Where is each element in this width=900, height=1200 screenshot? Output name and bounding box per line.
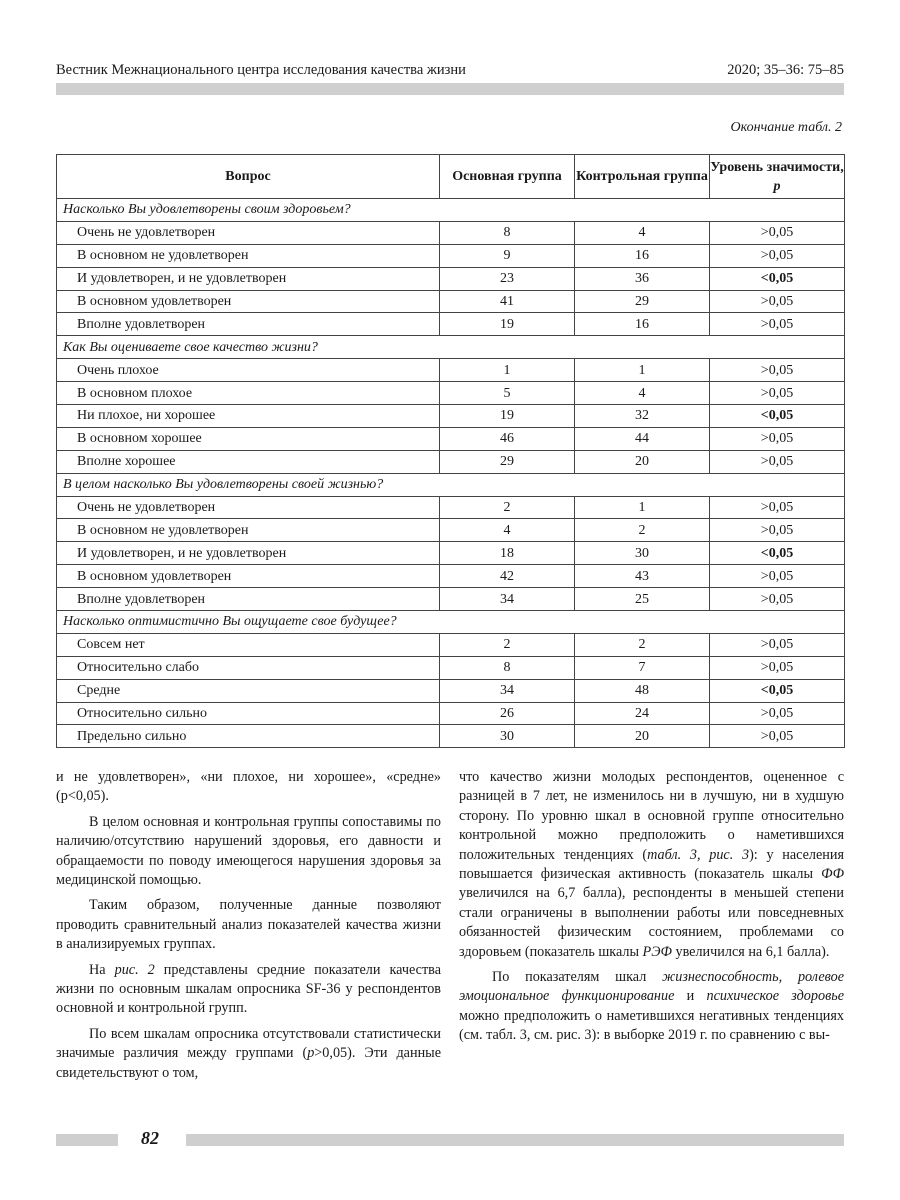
section-row (57, 336, 845, 359)
table-row (57, 496, 845, 519)
main-group-value: 30 (440, 725, 575, 748)
significance-value: >0,05 (710, 244, 845, 267)
significance-value: >0,05 (710, 725, 845, 748)
page-number: 82 (141, 1128, 159, 1148)
answer-label: Совсем нет (57, 633, 440, 656)
answer-label: Ни плохое, ни хорошее (57, 405, 440, 428)
control-group-value: 43 (575, 565, 710, 588)
paragraph: что качество жизни молодых респондентов, оцененное с разницей в 7 лет, не изменилось ни в лучшую, ни в худшую сторону. По уровню шкал в основной группе относительно контрольной можно предположить о наметившихся положительных тенденциях (табл. 3, рис. 3): у населения повышается физическая активность (показатель шкалы ФФ увеличился на 6,7 балла), респонденты в меньшей степени стали ограничены в выполнении работы или повседневных обязанностей физическим состоянием, проблемами со здоровьем (показатель шкалы РЭФ увеличился на 6,1 балла). (459, 769, 845, 960)
main-group-value: 5 (440, 382, 575, 405)
section-title: В целом насколько Вы удовлетворены своей жизнью? (57, 473, 845, 496)
table-row (57, 588, 845, 611)
significance-value: >0,05 (710, 382, 845, 405)
header-rule (56, 83, 844, 95)
paragraph: и не удовлетворен», «ни плохое, ни хорошее», «средне» (p<0,05). (56, 769, 441, 805)
answer-label: В основном удовлетворен (57, 565, 440, 588)
table-row (57, 519, 845, 542)
section-title: Насколько Вы удовлетворены своим здоровьем? (57, 199, 845, 222)
main-group-value: 23 (440, 267, 575, 290)
section-title: Насколько оптимистично Вы ощущаете свое будущее? (57, 611, 845, 634)
main-group-value: 2 (440, 496, 575, 519)
left-column (56, 768, 441, 1083)
main-group-value: 41 (440, 290, 575, 313)
significance-value: <0,05 (710, 405, 845, 428)
main-group-value: 8 (440, 221, 575, 244)
main-group-value: 2 (440, 633, 575, 656)
table-row (57, 656, 845, 679)
section-row (57, 611, 845, 634)
answer-label: Предельно сильно (57, 725, 440, 748)
control-group-value: 4 (575, 221, 710, 244)
footer-rule-left (56, 1134, 118, 1146)
answer-label: И удовлетворен, и не удовлетворен (57, 267, 440, 290)
significance-value: <0,05 (710, 267, 845, 290)
answer-label: Относительно сильно (57, 702, 440, 725)
table-row (57, 267, 845, 290)
table-row (57, 244, 845, 267)
table-row (57, 450, 845, 473)
table-row (57, 359, 845, 382)
journal-title: Вестник Межнационального центра исследования качества жизни (56, 62, 466, 78)
significance-value: >0,05 (710, 633, 845, 656)
control-group-value: 32 (575, 405, 710, 428)
answer-label: Вполне удовлетворен (57, 313, 440, 336)
significance-value: >0,05 (710, 519, 845, 542)
results-table (56, 154, 845, 748)
main-group-value: 46 (440, 427, 575, 450)
control-group-value: 48 (575, 679, 710, 702)
header-significance (710, 155, 845, 199)
table-row (57, 542, 845, 565)
control-group-value: 25 (575, 588, 710, 611)
significance-value: <0,05 (710, 542, 845, 565)
main-group-value: 34 (440, 588, 575, 611)
answer-label: Относительно слабо (57, 656, 440, 679)
paragraph: В целом основная и контрольная группы сопоставимы по наличию/отсутствию нарушений здоровья, его давности и обращаемости по поводу имеющегося нарушения здоровья за медицинской помощью. (56, 813, 441, 889)
table-row (57, 633, 845, 656)
control-group-value: 20 (575, 450, 710, 473)
table-row (57, 221, 845, 244)
table-caption: Окончание табл. 2 (730, 120, 842, 135)
answer-label: Очень не удовлетворен (57, 496, 440, 519)
answer-label: В основном хорошее (57, 427, 440, 450)
section-row (57, 199, 845, 222)
control-group-value: 44 (575, 427, 710, 450)
control-group-value: 30 (575, 542, 710, 565)
main-group-value: 9 (440, 244, 575, 267)
main-group-value: 18 (440, 542, 575, 565)
section-title: Как Вы оцениваете свое качество жизни? (57, 336, 845, 359)
control-group-value: 4 (575, 382, 710, 405)
significance-value: >0,05 (710, 359, 845, 382)
running-header (56, 62, 844, 82)
answer-label: В основном удовлетворен (57, 290, 440, 313)
control-group-value: 16 (575, 244, 710, 267)
significance-value: >0,05 (710, 588, 845, 611)
significance-value: >0,05 (710, 656, 845, 679)
control-group-value: 2 (575, 519, 710, 542)
answer-label: Очень плохое (57, 359, 440, 382)
answer-label: Вполне удовлетворен (57, 588, 440, 611)
main-group-value: 42 (440, 565, 575, 588)
answer-label: Вполне хорошее (57, 450, 440, 473)
answer-label: В основном не удовлетворен (57, 519, 440, 542)
page-footer (56, 1128, 844, 1152)
header-question: Вопрос (57, 155, 440, 199)
table-row (57, 725, 845, 748)
table-row (57, 702, 845, 725)
significance-value: >0,05 (710, 290, 845, 313)
significance-value: >0,05 (710, 565, 845, 588)
answer-label: В основном не удовлетворен (57, 244, 440, 267)
control-group-value: 36 (575, 267, 710, 290)
significance-value: >0,05 (710, 221, 845, 244)
table-row (57, 427, 845, 450)
main-group-value: 4 (440, 519, 575, 542)
significance-value: >0,05 (710, 496, 845, 519)
table-row (57, 382, 845, 405)
control-group-value: 20 (575, 725, 710, 748)
header-control-group: Контрольная группа (575, 155, 710, 199)
table-row (57, 405, 845, 428)
significance-value: >0,05 (710, 450, 845, 473)
control-group-value: 2 (575, 633, 710, 656)
control-group-value: 24 (575, 702, 710, 725)
table-row (57, 565, 845, 588)
answer-label: Средне (57, 679, 440, 702)
table-row (57, 313, 845, 336)
header-significance-label: Уровень значимости, p (710, 159, 844, 194)
main-group-value: 26 (440, 702, 575, 725)
main-group-value: 19 (440, 405, 575, 428)
main-group-value: 29 (440, 450, 575, 473)
paragraph: На рис. 2 представлены средние показатели качества жизни по основным шкалам опросника SF-36 у респондентов основной и контрольной групп. (56, 961, 441, 1017)
significance-value: >0,05 (710, 427, 845, 450)
control-group-value: 29 (575, 290, 710, 313)
main-group-value: 1 (440, 359, 575, 382)
right-column (459, 768, 844, 1046)
control-group-value: 16 (575, 313, 710, 336)
footer-rule-right (186, 1134, 844, 1146)
answer-label: В основном плохое (57, 382, 440, 405)
significance-value: >0,05 (710, 702, 845, 725)
significance-value: <0,05 (710, 679, 845, 702)
header-main-group: Основная группа (440, 155, 575, 199)
control-group-value: 7 (575, 656, 710, 679)
answer-label: И удовлетворен, и не удовлетворен (57, 542, 440, 565)
section-row (57, 473, 845, 496)
control-group-value: 1 (575, 359, 710, 382)
answer-label: Очень не удовлетворен (57, 221, 440, 244)
table-header-row (57, 155, 845, 199)
table-row (57, 290, 845, 313)
paragraph: Таким образом, полученные данные позволяют проводить сравнительный анализ показателей качества жизни в анализируемых группах. (56, 897, 441, 953)
table-body (57, 199, 845, 748)
table-row (57, 679, 845, 702)
main-group-value: 8 (440, 656, 575, 679)
issue-info: 2020; 35–36: 75–85 (727, 62, 844, 78)
control-group-value: 1 (575, 496, 710, 519)
paragraph: По показателям шкал жизнеспособность, ролевое эмоциональное функционирование и психическое здоровье можно предположить о наметившихся негативных тенденциях (см. табл. 3, см. рис. 3): в выборке 2019 г. по сравнению с вы- (459, 969, 844, 1044)
paragraph: По всем шкалам опросника отсутствовали статистически значимые различия между группами (p>0,05). Эти данные свидетельствуют о том, (56, 1025, 441, 1081)
main-group-value: 19 (440, 313, 575, 336)
main-group-value: 34 (440, 679, 575, 702)
significance-value: >0,05 (710, 313, 845, 336)
